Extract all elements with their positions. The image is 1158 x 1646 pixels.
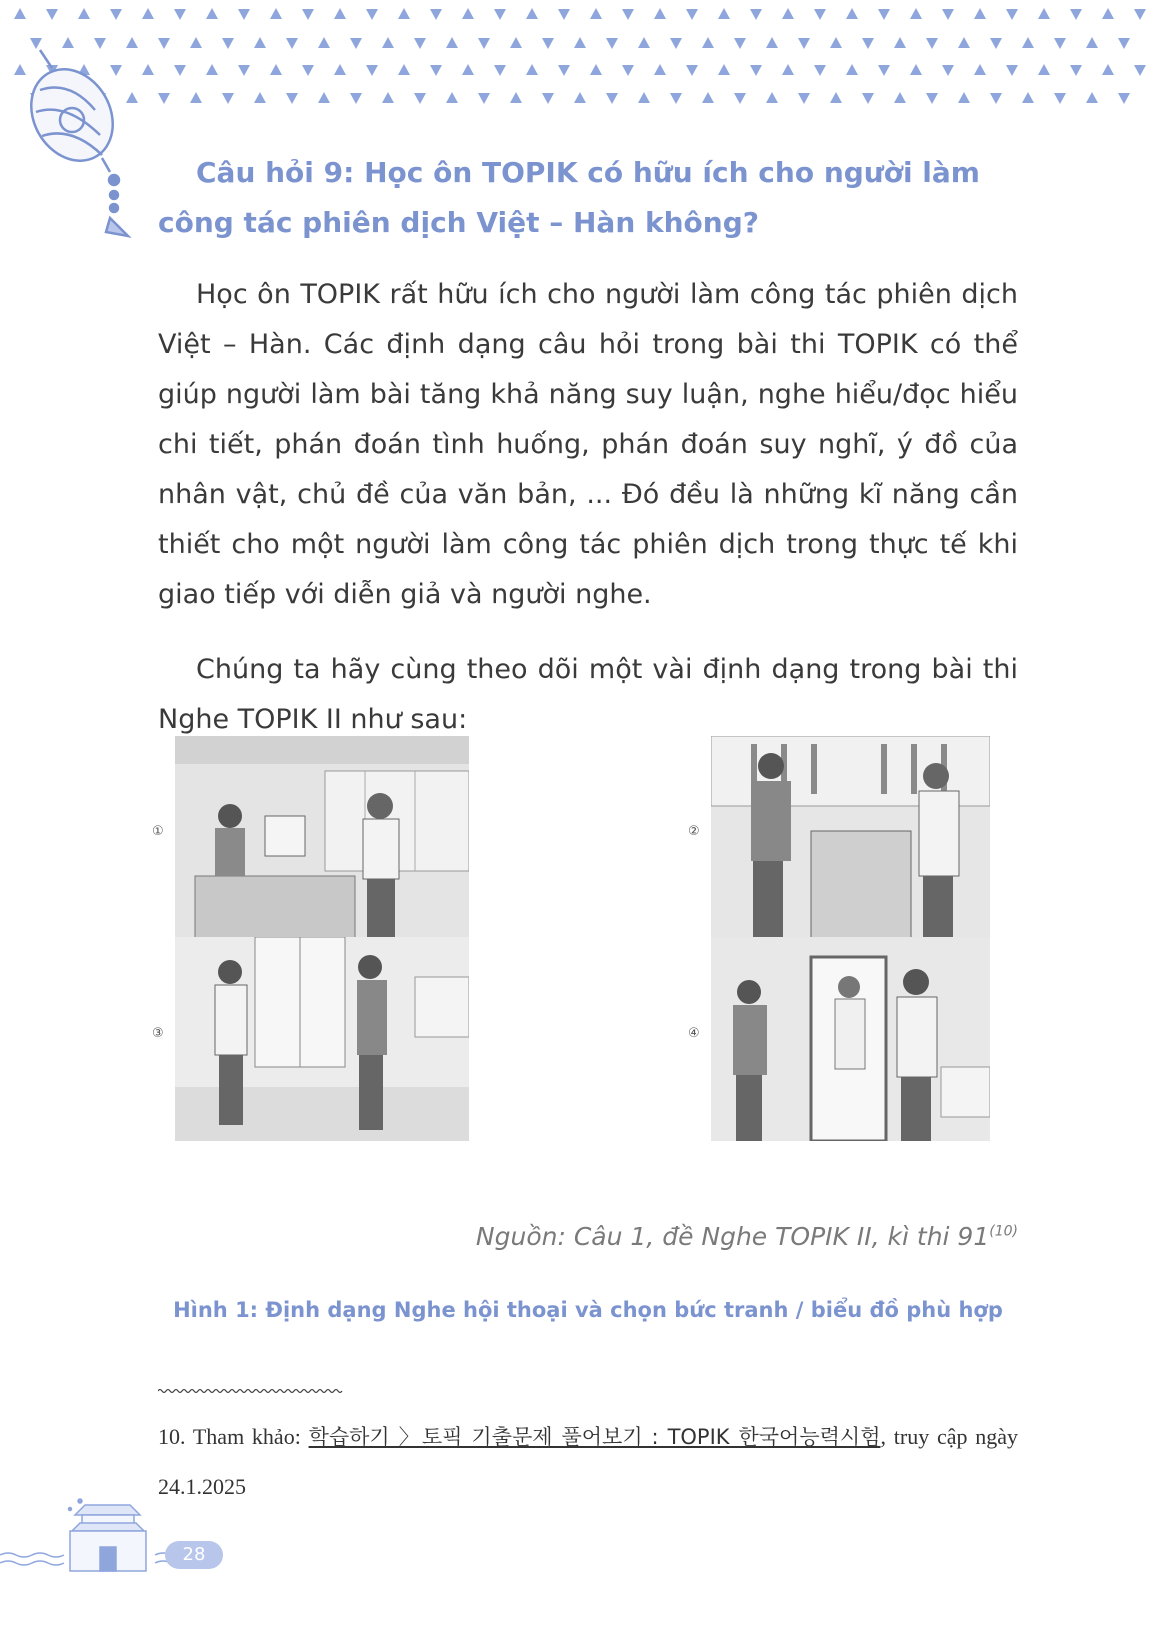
triangle-mark [302,9,314,20]
triangle-mark [526,64,538,75]
triangle-mark [878,65,890,76]
triangle-mark [190,92,202,103]
triangle-mark [510,37,522,48]
triangle-mark [1006,9,1018,20]
triangle-mark [814,9,826,20]
triangle-mark [750,9,762,20]
footnote-suffix: , truy cập ngày 24.1.2025 [158,1424,1019,1499]
triangle-mark [174,9,186,20]
illustration-panel-1 [175,736,469,940]
triangle-mark [334,8,346,19]
shop-entrance-illustration [175,937,469,1141]
triangle-mark [590,8,602,19]
triangle-mark [366,65,378,76]
footnote-ref: (10) [989,1223,1018,1240]
triangle-mark [1102,64,1114,75]
triangle-mark [1022,37,1034,48]
triangle-mark [606,38,618,49]
illustration-panel-2 [711,736,990,940]
triangle-mark [142,8,154,19]
shop-counter-illustration [175,736,469,940]
triangle-mark [270,8,282,19]
triangle-mark [1038,64,1050,75]
triangle-mark [462,8,474,19]
triangle-mark [158,93,170,104]
triangle-mark [1086,37,1098,48]
triangle-mark [494,65,506,76]
triangle-mark [590,64,602,75]
triangle-mark [862,93,874,104]
triangle-mark [254,92,266,103]
triangle-mark [718,8,730,19]
triangle-mark [430,9,442,20]
footnote-number: 10. [158,1424,186,1449]
triangle-mark [222,38,234,49]
triangle-mark [206,64,218,75]
illustration-panel-4 [711,937,990,1141]
triangle-mark [462,64,474,75]
triangle-mark [766,37,778,48]
triangle-mark [414,93,426,104]
triangle-mark [206,8,218,19]
triangle-mark [238,9,250,20]
triangle-mark [526,8,538,19]
triangle-mark [830,37,842,48]
triangle-mark [1118,93,1130,104]
triangle-mark [190,37,202,48]
triangle-mark [158,38,170,49]
intro-paragraph: Chúng ta hãy cùng theo dõi một vài định dạng trong bài thi Nghe TOPIK II như sau: [158,654,1018,735]
triangle-mark [222,93,234,104]
option-number-3: ③ [152,1026,164,1041]
triangle-mark [894,37,906,48]
triangle-mark [1086,92,1098,103]
triangle-mark [910,64,922,75]
triangle-mark [318,37,330,48]
lantern-icon [10,40,140,240]
triangle-mark [670,38,682,49]
figure-source-text: Nguồn: Câu 1, đề Nghe TOPIK II, kì thi 91 [475,1222,990,1251]
triangle-mark [1102,8,1114,19]
answer-paragraph: Học ôn TOPIK rất hữu ích cho người làm công tác phiên dịch Việt – Hàn. Các định dạng câu hỏi trong bài thi TOPIK có thể giúp người làm bài tăng khả năng suy luận, nghe hiểu/đọc hiểu chi tiết, phán đoán tình huống, phán đoán suy nghĩ, ý đồ của nhân vật, chủ đề của văn bản, ... Đó đều là những kĩ năng cần thiết cho một người làm công tác phiên dịch trong thực tế khi giao tiếp với diễn giả và người nghe. [158,279,1018,610]
option-number-2: ② [688,824,700,839]
triangle-mark [398,64,410,75]
triangle-mark [686,65,698,76]
triangle-mark [254,37,266,48]
triangle-mark [1070,65,1082,76]
triangle-mark [702,92,714,103]
triangle-mark [270,64,282,75]
triangle-mark [958,92,970,103]
triangle-mark [238,65,250,76]
triangle-mark [414,38,426,49]
triangle-mark [574,92,586,103]
triangle-mark [510,92,522,103]
triangle-mark [142,64,154,75]
triangle-mark [286,38,298,49]
triangle-mark [894,92,906,103]
figure-source [476,1222,1018,1251]
triangle-mark [478,38,490,49]
triangle-mark [1134,65,1146,76]
triangle-mark [558,9,570,20]
triangle-mark [366,9,378,20]
triangle-mark [606,93,618,104]
triangle-mark [1054,93,1066,104]
triangle-mark [910,8,922,19]
triangle-mark [974,8,986,19]
figure-caption: Hình 1: Định dạng Nghe hội thoại và chọn bức tranh / biểu đồ phù hợp [173,1298,1003,1322]
triangle-mark [686,9,698,20]
triangle-mark [638,37,650,48]
triangle-mark [622,65,634,76]
triangle-mark [798,93,810,104]
triangle-mark [974,64,986,75]
triangle-mark [78,8,90,19]
triangle-mark [286,93,298,104]
triangle-mark [574,37,586,48]
triangle-mark [110,9,122,20]
tie-display-illustration [711,736,990,940]
triangle-mark [174,65,186,76]
triangle-mark [1070,9,1082,20]
footnote [158,1412,1018,1512]
triangle-mark [734,93,746,104]
triangle-mark [702,37,714,48]
triangle-mark [878,9,890,20]
triangle-mark [1006,65,1018,76]
triangle-mark [670,93,682,104]
option-number-1: ① [152,824,164,839]
triangle-mark [782,8,794,19]
triangle-mark [846,8,858,19]
triangle-mark [814,65,826,76]
triangle-mark [846,64,858,75]
triangle-mark [990,93,1002,104]
triangle-mark [478,93,490,104]
triangle-mark [654,64,666,75]
triangle-mark [318,92,330,103]
triangle-mark [638,92,650,103]
triangle-mark [942,65,954,76]
triangle-mark [990,38,1002,49]
triangle-mark [942,9,954,20]
triangle-mark [430,65,442,76]
option-number-4: ④ [688,1026,700,1041]
mirror-fitting-illustration [711,937,990,1141]
triangle-mark [446,92,458,103]
triangle-mark [382,37,394,48]
triangle-mark [446,37,458,48]
triangle-mark [382,92,394,103]
triangle-mark [334,64,346,75]
triangle-mark [1118,38,1130,49]
footnote-link[interactable]: 학습하기 〉토픽 기출문제 풀어보기 : TOPIK 한국어능력시험 [308,1425,881,1449]
triangle-mark [926,38,938,49]
triangle-mark [958,37,970,48]
footnote-divider [158,1386,343,1396]
triangle-mark [622,9,634,20]
triangle-pattern-header [0,0,1158,120]
triangle-mark [766,92,778,103]
footnote-prefix: Tham khảo: [192,1424,301,1449]
triangle-mark [1038,8,1050,19]
triangle-mark [350,38,362,49]
triangle-mark [830,92,842,103]
triangle-mark [542,38,554,49]
illustration-panel-3 [175,937,469,1141]
triangle-mark [1054,38,1066,49]
triangle-mark [302,65,314,76]
triangle-mark [782,64,794,75]
triangle-mark [734,38,746,49]
triangle-mark [14,8,26,19]
page-number: 28 [165,1541,223,1569]
triangle-mark [398,8,410,19]
triangle-mark [542,93,554,104]
triangle-mark [718,64,730,75]
triangle-mark [798,38,810,49]
triangle-mark [654,8,666,19]
question-heading: Câu hỏi 9: Học ôn TOPIK có hữu ích cho người làm công tác phiên dịch Việt – Hàn không? [158,156,980,239]
triangle-mark [1022,92,1034,103]
triangle-mark [750,65,762,76]
triangle-mark [350,93,362,104]
triangle-mark [926,93,938,104]
triangle-mark [862,38,874,49]
triangle-mark [494,9,506,20]
triangle-mark [558,65,570,76]
triangle-mark [46,9,58,20]
triangle-mark [1134,9,1146,20]
